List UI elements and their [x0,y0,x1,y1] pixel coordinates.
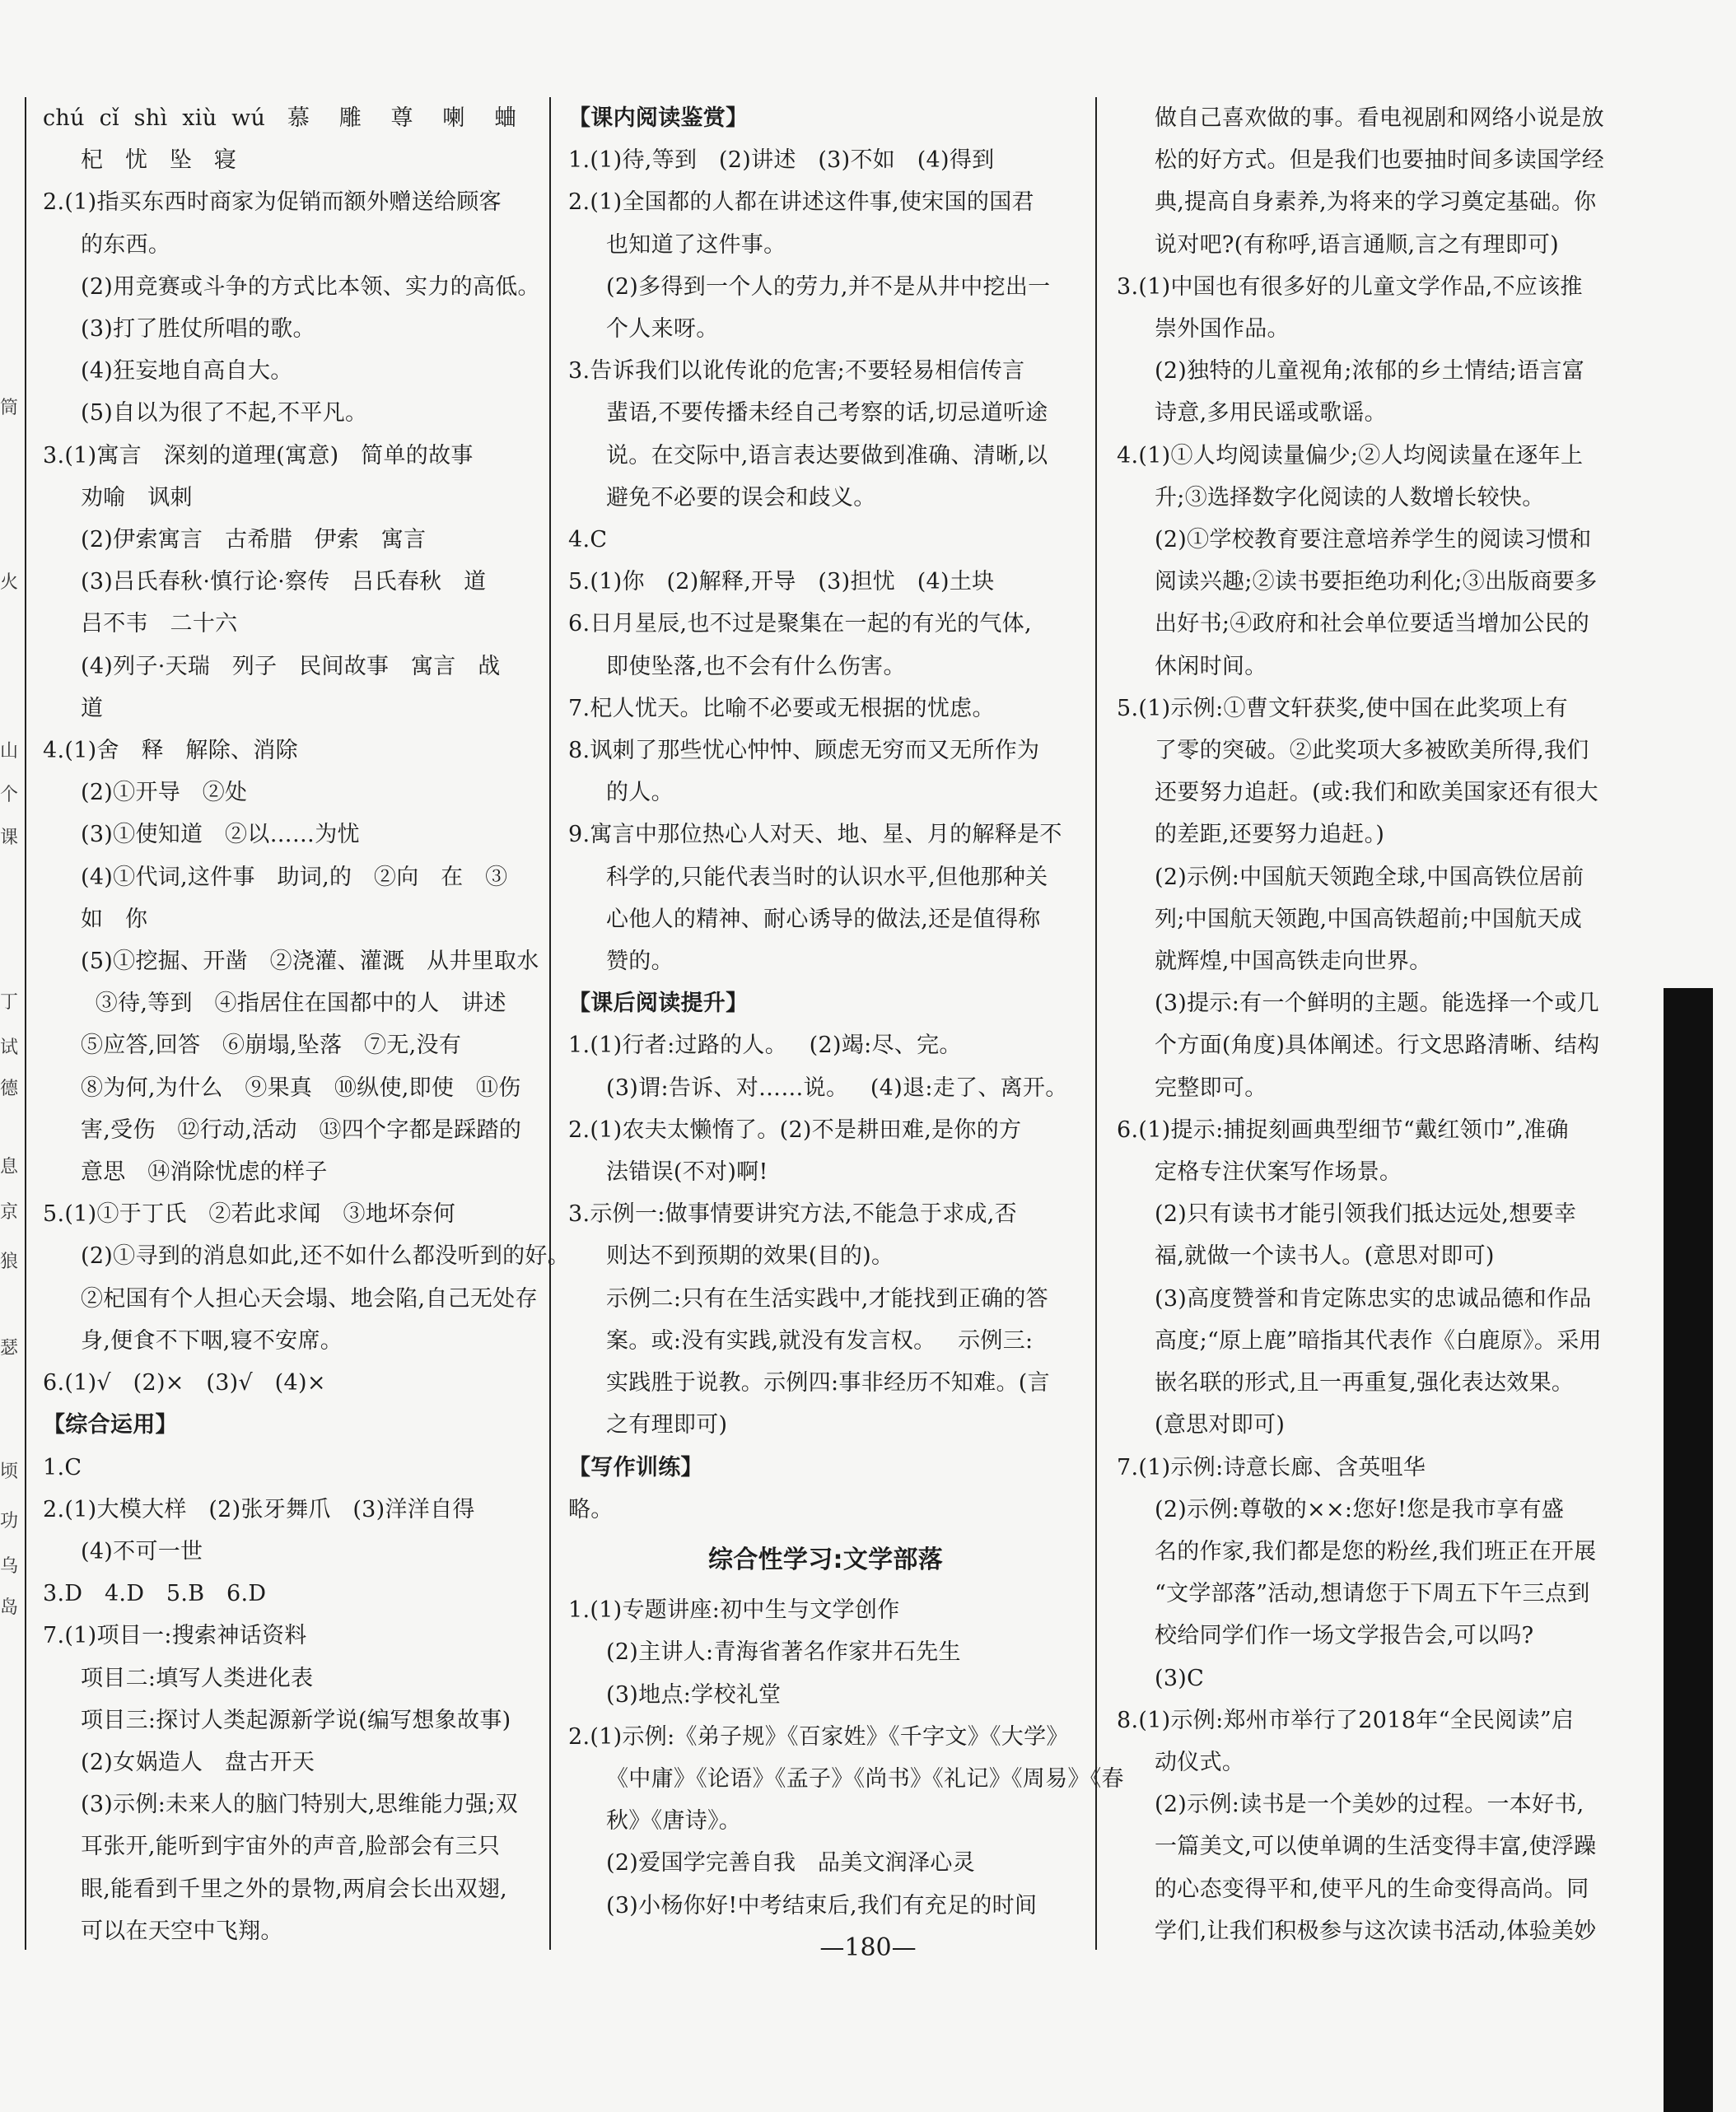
edge-fragment: 狼 [0,1252,19,1272]
section-heading: 【综合运用】 [43,1412,178,1438]
answer-line: 列;中国航天领跑,中国高铁超前;中国航天成 [1155,906,1583,932]
section-heading: 【写作训练】 [568,1454,703,1480]
answer-line: 典,提高自身素养,为将来的学习奠定基础。你 [1155,189,1597,216]
answer-line: (2)女娲造人 盘古开天 [81,1749,315,1775]
answer-line: 劝喻 讽刺 [81,484,193,511]
answer-line: (2)只有读书才能引领我们抵达远处,想要幸 [1155,1201,1577,1228]
answer-line: 松的好方式。但是我们也要抽时间多读国学经 [1155,147,1604,174]
answer-line: chú cǐ shì xiù wú 慕 雕 尊 喇 蛐 [43,105,517,131]
answer-line: 的差距,还要努力追赶。) [1155,822,1385,848]
answer-line: (2)①寻到的消息如此,还不如什么都没听到的好。 [81,1243,571,1270]
answer-line: (2)用竞赛或斗争的方式比本领、实力的高低。 [81,273,540,300]
edge-fragment: 山 [0,741,19,762]
edge-fragment: 息 [0,1157,19,1177]
answer-line: (3)示例:未来人的脑门特别大,思维能力强;双 [81,1792,518,1818]
answer-line: 秋》《唐诗》。 [606,1808,742,1835]
answer-line: 7.(1)示例:诗意长廊、含英咀华 [1117,1454,1426,1480]
answer-line: 做自己喜欢做的事。看电视剧和网络小说是放 [1155,105,1604,131]
answer-line: (2)示例:中国航天领跑全球,中国高铁位居前 [1155,864,1584,890]
answer-line: 2.(1)指买东西时商家为促销而额外赠送给顾客 [43,189,502,216]
answer-line: (2)①开导 ②处 [81,780,248,806]
answer-line: (2)示例:尊敬的××:您好!您是我市享有盛 [1155,1496,1565,1522]
answer-line: (3)吕氏春秋·慎行论·察传 吕氏春秋 道 [81,569,487,595]
edge-fragment: 顷 [0,1462,19,1482]
answer-line: (2)①学校教育要注意培养学生的阅读习惯和 [1155,527,1592,553]
answer-line: 5.(1)示例:①曹文轩获奖,使中国在此奖项上有 [1117,695,1568,721]
answer-line: 8.(1)示例:郑州市举行了2018年“全民阅读”启 [1117,1707,1575,1733]
edge-fragment: 试 [0,1037,19,1058]
answer-line: (3)地点:学校礼堂 [606,1681,782,1708]
answer-line: 学们,让我们积极参与这次读书活动,体验美妙 [1155,1918,1597,1944]
answer-line: 实践胜于说教。示例四:事非经历不知难。(言 [606,1370,1050,1396]
answer-line: 2.(1)农夫太懒惰了。(2)不是耕田难,是你的方 [568,1117,1022,1143]
answer-line: “文学部落”活动,想请您于下周五下午三点到 [1155,1581,1590,1607]
answer-line: 了零的突破。②此奖项大多被欧美所得,我们 [1155,738,1589,764]
answer-line: 《中庸》《论语》《孟子》《尚书》《礼记》《周易》《春 [606,1765,1124,1792]
answer-line: 定格专注伏案写作场景。 [1155,1159,1402,1186]
answer-line: 赞的。 [606,949,674,975]
answer-line: 之有理即可) [606,1412,728,1438]
answer-line: 5.(1)你 (2)解释,开导 (3)担忧 (4)土块 [568,569,995,595]
edge-fragment: 京 [0,1202,19,1223]
answer-column-3 [1117,97,1611,1952]
edge-fragment: 课 [0,828,19,848]
answer-line: ⑤应答,回答 ⑥崩塌,坠落 ⑦无,没有 [81,1033,462,1059]
answer-line: 4.(1)①人均阅读量偏少;②人均阅读量在逐年上 [1117,442,1584,469]
answer-line: 校给同学们作一场文学报告会,可以吗? [1155,1623,1534,1649]
answer-line: 意思 ⑭消除忧虑的样子 [81,1159,328,1186]
answer-line: 休闲时间。 [1155,653,1267,679]
answer-line: 心他人的精神、耐心诱导的做法,还是值得称 [606,906,1041,932]
answer-line: 的心态变得平和,使平凡的生命变得高尚。同 [1155,1876,1589,1902]
answer-line: 耳张开,能听到宇宙外的声音,脸部会有三只 [81,1834,501,1860]
answer-line: (3)①使知道 ②以……为忧 [81,822,360,848]
answer-line: (2)爱国学完善自我 品美文润泽心灵 [606,1850,975,1877]
answer-line: (4)狂妄地自高自大。 [81,358,293,385]
answer-line: 2.(1)大模大样 (2)张牙舞爪 (3)洋洋自得 [43,1496,475,1522]
answer-line: 7.杞人忧天。比喻不必要或无根据的忧虑。 [568,695,995,721]
edge-fragment: 岛 [0,1597,19,1618]
answer-line: (2)独特的儿童视角;浓郁的乡土情结;语言富 [1155,358,1585,385]
answer-line: 7.(1)项目一:搜索神话资料 [43,1623,307,1649]
answer-line: (2)主讲人:青海省著名作家井石先生 [606,1639,961,1666]
answer-line: 示例二:只有在生活实践中,才能找到正确的答 [606,1285,1048,1312]
answer-line: 避免不必要的误会和歧义。 [606,484,876,511]
answer-line: 蜚语,不要传播未经自己考察的话,切忌道听途 [606,400,1048,427]
answer-line: 害,受伤 ⑫行动,活动 ⑬四个字都是踩踏的 [81,1117,522,1143]
answer-line: 项目三:探讨人类起源新学说(编写想象故事) [81,1707,511,1733]
edge-fragment: 丁 [0,992,19,1013]
edge-fragment: 德 [0,1079,19,1099]
scan-edge-shadow [1664,988,1713,2112]
answer-line: ②杞国有个人担心天会塌、地会陷,自己无处存 [81,1285,538,1312]
answer-line: 如 你 [81,906,148,932]
answer-line: 法错误(不对)啊! [606,1159,768,1186]
section-heading: 【课内阅读鉴赏】 [568,105,749,131]
answer-line: 3.告诉我们以讹传讹的危害;不要轻易相信传言 [568,358,1025,385]
column-divider-1 [549,97,551,1950]
answer-line: 6.(1)√ (2)× (3)√ (4)× [43,1370,326,1396]
answer-line: 2.(1)示例:《弟子规》《百家姓》《千字文》《大学》 [568,1723,1069,1750]
answer-line: (3)打了胜仗所唱的歌。 [81,316,315,343]
answer-line: 嵌名联的形式,且一再重复,强化表达效果。 [1155,1370,1575,1396]
answer-line: 8.讽刺了那些忧心忡忡、顾虑无穷而又无所作为 [568,738,1040,764]
answer-line: 1.C [43,1454,82,1480]
answer-line: 个人来呀。 [606,316,719,343]
answer-line: 道 [81,695,104,721]
answer-line: (3)谓:告诉、对……说。 (4)退:走了、离开。 [606,1075,1068,1101]
answer-line: 眼,能看到千里之外的景物,两肩会长出双翅, [81,1876,508,1902]
answer-line: 个方面(角度)具体阐述。行文思路清晰、结构 [1155,1033,1600,1059]
page-number: —180— [819,1933,917,1962]
edge-fragment: 火 [0,572,19,593]
answer-line: 2.(1)全国都的人都在讲述这件事,使宋国的国君 [568,189,1034,216]
answer-line: 1.(1)待,等到 (2)讲述 (3)不如 (4)得到 [568,147,995,174]
answer-line: 1.(1)行者:过路的人。 (2)竭:尽、完。 [568,1033,962,1059]
answer-line: 略。 [568,1496,614,1522]
answer-line: (5)自以为很了不起,不平凡。 [81,400,368,427]
answer-line: 3.示例一:做事情要讲究方法,不能急于求成,否 [568,1201,1017,1228]
answer-line: (3)提示:有一个鲜明的主题。能选择一个或几 [1155,991,1599,1017]
answer-line: 崇外国作品。 [1155,316,1290,343]
answer-line: (意思对即可) [1155,1412,1286,1438]
answer-line: 身,便食不下咽,寝不安席。 [81,1327,343,1354]
edge-fragment: 功 [0,1511,19,1532]
edge-fragment: 乌 [0,1556,19,1577]
answer-line: (3)C [1155,1665,1205,1691]
answer-line: 的人。 [606,780,674,806]
section-heading: 【课后阅读提升】 [568,991,749,1017]
answer-line: 9.寓言中那位热心人对天、地、星、月的解释是不 [568,822,1062,848]
answer-line: (4)列子·天瑞 列子 民间故事 寓言 战 [81,653,501,679]
answer-line: 阅读兴趣;②读书要拒绝功利化;③出版商要多 [1155,569,1598,595]
answer-line: 升;③选择数字化阅读的人数增长较快。 [1155,484,1545,511]
answer-line: 一篇美文,可以使单调的生活变得丰富,使浮躁 [1155,1834,1597,1860]
answer-line: 杞 忧 坠 寝 [81,147,237,174]
answer-line: ⑧为何,为什么 ⑨果真 ⑩纵使,即使 ⑪伤 [81,1075,521,1101]
edge-fragment: 瑟 [0,1338,19,1359]
answer-line: 案。或:没有实践,就没有发言权。 示例三: [606,1327,1034,1354]
answer-column-2 [568,97,1124,1927]
answer-line: 4.(1)舍 释 解除、消除 [43,738,298,764]
answer-line: (2)示例:读书是一个美妙的过程。一本好书, [1155,1792,1584,1818]
answer-line: 名的作家,我们都是您的粉丝,我们班正在开展 [1155,1538,1597,1564]
answer-line: 动仪式。 [1155,1749,1245,1775]
left-margin-rule [25,97,26,1950]
section-title: 综合性学习:文学部落 [708,1545,943,1574]
answer-line: 6.日月星辰,也不过是聚集在一起的有光的气体, [568,611,1032,637]
column-divider-2 [1095,97,1097,1950]
answer-line: 4.C [568,527,608,553]
answer-line: 科学的,只能代表当时的认识水平,但他那种关 [606,864,1048,890]
answer-line: 即使坠落,也不会有什么伤害。 [606,653,906,679]
answer-line: 3.D 4.D 5.B 6.D [43,1581,267,1607]
edge-fragment: 个 [0,785,19,805]
answer-line: 1.(1)专题讲座:初中生与文学创作 [568,1597,900,1624]
answer-line: 说对吧?(有称呼,语言通顺,言之有理即可) [1155,231,1560,258]
answer-line: 吕不韦 二十六 [81,611,238,637]
answer-line: ③待,等到 ④指居住在国都中的人 讲述 [81,991,506,1017]
edge-fragment: 筒 [0,398,19,418]
answer-line: 说。在交际中,语言表达要做到准确、清晰,以 [606,442,1048,469]
answer-line: 福,就做一个读书人。(意思对即可) [1155,1243,1495,1270]
answer-line: 出好书;④政府和社会单位要适当增加公民的 [1155,611,1590,637]
answer-line: 就辉煌,中国高铁走向世界。 [1155,949,1432,975]
answer-line: (5)①挖掘、开凿 ②浇灌、灌溉 从井里取水 [81,949,539,975]
answer-line: 完整即可。 [1155,1075,1267,1101]
answer-line: (4)①代词,这件事 助词,的 ②向 在 ③ [81,864,508,890]
answer-column-1 [43,97,571,1952]
answer-line: 诗意,多用民谣或歌谣。 [1155,400,1387,427]
answer-line: (3)小杨你好!中考结束后,我们有充足的时间 [606,1892,1038,1919]
answer-line: 也知道了这件事。 [606,231,786,258]
answer-line: 还要努力追赶。(或:我们和欧美国家还有很大 [1155,780,1598,806]
answer-line: 6.(1)提示:捕捉刻画典型细节“戴红领巾”,准确 [1117,1117,1569,1143]
answer-line: 5.(1)①于丁氏 ②若此求闻 ③地坏奈何 [43,1201,456,1228]
answer-line: (2)伊索寓言 古希腊 伊索 寓言 [81,527,427,553]
answer-line: (3)高度赞誉和肯定陈忠实的忠诚品德和作品 [1155,1285,1592,1312]
answer-line: 项目二:填写人类进化表 [81,1665,314,1691]
answer-line: 3.(1)寓言 深刻的道理(寓意) 简单的故事 [43,442,474,469]
answer-line: 可以在天空中飞翔。 [81,1918,283,1944]
answer-line: 的东西。 [81,231,171,258]
answer-line: 3.(1)中国也有很多好的儿童文学作品,不应该推 [1117,273,1583,300]
answer-line: (4)不可一世 [81,1538,203,1564]
answer-line: (2)多得到一个人的劳力,并不是从井中挖出一 [606,273,1051,300]
answer-line: 高度;“原上鹿”暗指其代表作《白鹿原》。采用 [1155,1327,1602,1354]
answer-line: 则达不到预期的效果(目的)。 [606,1243,894,1270]
